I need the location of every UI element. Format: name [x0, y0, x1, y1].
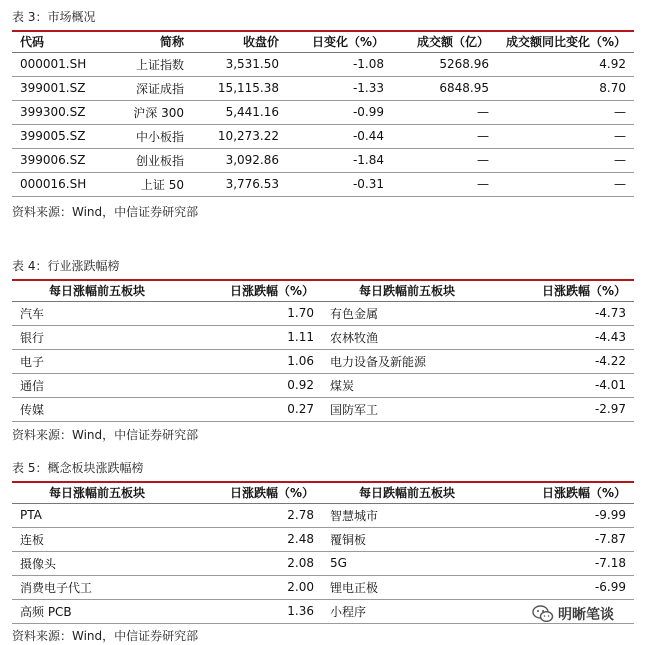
table-cell: 000001.SH — [12, 52, 112, 76]
col-header-name: 简称 — [112, 31, 192, 52]
table5-caption: 表 5：概念板块涨跌幅榜 — [12, 461, 144, 475]
table-row — [12, 349, 634, 373]
table-cell: 4.92 — [497, 52, 634, 76]
market-overview-table — [12, 30, 634, 197]
table-cell: 399005.SZ — [12, 124, 112, 148]
table-cell: -4.43 — [492, 325, 634, 349]
table-cell: 2.08 — [182, 551, 322, 575]
table-cell: -7.18 — [492, 551, 634, 575]
table-row — [12, 76, 634, 100]
table-cell: 汽车 — [12, 301, 182, 325]
table-cell: 399006.SZ — [12, 148, 112, 172]
table-cell: -4.01 — [492, 373, 634, 397]
table-cell: 10,273.22 — [192, 124, 287, 148]
table-cell: 银行 — [12, 325, 182, 349]
table-cell: 1.36 — [182, 599, 322, 623]
table-cell: -0.31 — [287, 172, 392, 196]
table-cell: 5,441.16 — [192, 100, 287, 124]
table-cell: 电子 — [12, 349, 182, 373]
table-cell: — — [497, 100, 634, 124]
table-cell: 399300.SZ — [12, 100, 112, 124]
table-cell: 上证 50 — [112, 172, 192, 196]
table-cell: -4.22 — [492, 349, 634, 373]
col-header-top-gainers: 每日涨幅前五板块 — [12, 482, 182, 503]
table-cell: -9.99 — [492, 503, 634, 527]
col-header-turnover: 成交额（亿） — [392, 31, 497, 52]
col-header-top-losers: 每日跌幅前五板块 — [322, 482, 492, 503]
table-cell: 3,776.53 — [192, 172, 287, 196]
table-row — [12, 397, 634, 421]
table-cell: 覆铜板 — [322, 527, 492, 551]
table-cell: -2.97 — [492, 397, 634, 421]
col-header-gain-pct: 日涨跌幅（%） — [182, 280, 322, 301]
industry-ranking-table — [12, 279, 634, 422]
wechat-icon — [532, 604, 554, 624]
table3-source: 资料来源：Wind，中信证券研究部 — [12, 205, 199, 219]
table-cell: 3,092.86 — [192, 148, 287, 172]
table-cell: 煤炭 — [322, 373, 492, 397]
table-cell: — — [392, 100, 497, 124]
col-header-loss-pct: 日涨跌幅（%） — [492, 482, 634, 503]
table-row — [12, 124, 634, 148]
table-header-row — [12, 482, 634, 503]
table-cell: 中小板指 — [112, 124, 192, 148]
table-cell: -7.87 — [492, 527, 634, 551]
table-cell: — — [497, 124, 634, 148]
table-cell: 电力设备及新能源 — [322, 349, 492, 373]
table-cell: 锂电正极 — [322, 575, 492, 599]
col-header-top-gainers: 每日涨幅前五板块 — [12, 280, 182, 301]
table-cell: 2.48 — [182, 527, 322, 551]
table-cell: 小程序 — [322, 599, 492, 623]
table-row — [12, 100, 634, 124]
table-cell: 1.11 — [182, 325, 322, 349]
table-cell: 000016.SH — [12, 172, 112, 196]
table-cell: 深证成指 — [112, 76, 192, 100]
table-cell: 5268.96 — [392, 52, 497, 76]
table-cell: 8.70 — [497, 76, 634, 100]
col-header-top-losers: 每日跌幅前五板块 — [322, 280, 492, 301]
table-cell: 智慧城市 — [322, 503, 492, 527]
col-header-code: 代码 — [12, 31, 112, 52]
table-cell: 1.70 — [182, 301, 322, 325]
table-cell: 上证指数 — [112, 52, 192, 76]
table-header-row — [12, 31, 634, 52]
table-cell: 1.06 — [182, 349, 322, 373]
table-cell: 沪深 300 — [112, 100, 192, 124]
table-cell: 国防军工 — [322, 397, 492, 421]
table-cell: 2.00 — [182, 575, 322, 599]
table-cell: 创业板指 — [112, 148, 192, 172]
watermark — [532, 603, 642, 625]
table4-caption: 表 4：行业涨跌幅榜 — [12, 259, 120, 273]
table-row — [12, 172, 634, 196]
table3-caption: 表 3：市场概况 — [12, 10, 96, 24]
table-cell: — — [497, 172, 634, 196]
table5-source: 资料来源：Wind，中信证券研究部 — [12, 629, 199, 643]
table-row — [12, 373, 634, 397]
table-cell: 传媒 — [12, 397, 182, 421]
table-cell: — — [392, 124, 497, 148]
col-header-loss-pct: 日涨跌幅（%） — [492, 280, 634, 301]
table4-source: 资料来源：Wind，中信证券研究部 — [12, 428, 199, 442]
col-header-turnover-yoy: 成交额同比变化（%） — [497, 31, 634, 52]
table-cell: 高频 PCB — [12, 599, 182, 623]
table-row — [12, 325, 634, 349]
table-row — [12, 301, 634, 325]
table-cell: -0.44 — [287, 124, 392, 148]
table-cell: 摄像头 — [12, 551, 182, 575]
col-header-daily-change: 日变化（%） — [287, 31, 392, 52]
table-header-row — [12, 280, 634, 301]
table-cell: PTA — [12, 503, 182, 527]
table-cell: 3,531.50 — [192, 52, 287, 76]
table-cell: 连板 — [12, 527, 182, 551]
table-cell: — — [497, 148, 634, 172]
table-cell: -4.73 — [492, 301, 634, 325]
table-cell: 消费电子代工 — [12, 575, 182, 599]
table-row — [12, 503, 634, 527]
table-cell: -1.08 — [287, 52, 392, 76]
watermark-text: 明晰笔谈 — [558, 607, 614, 623]
table-cell: 5G — [322, 551, 492, 575]
table-row — [12, 148, 634, 172]
table-cell: 15,115.38 — [192, 76, 287, 100]
table-cell: 399001.SZ — [12, 76, 112, 100]
table-cell: 农林牧渔 — [322, 325, 492, 349]
table-cell: -0.99 — [287, 100, 392, 124]
table-cell: 0.92 — [182, 373, 322, 397]
table-cell: -1.84 — [287, 148, 392, 172]
table-row — [12, 551, 634, 575]
table-cell: — — [392, 148, 497, 172]
table-cell: — — [392, 172, 497, 196]
table-cell: 2.78 — [182, 503, 322, 527]
table-row — [12, 527, 634, 551]
table-row — [12, 52, 634, 76]
table-row — [12, 575, 634, 599]
table-cell: 有色金属 — [322, 301, 492, 325]
col-header-close: 收盘价 — [192, 31, 287, 52]
table-cell: -6.99 — [492, 575, 634, 599]
col-header-gain-pct: 日涨跌幅（%） — [182, 482, 322, 503]
table-cell: 6848.95 — [392, 76, 497, 100]
table-cell: -1.33 — [287, 76, 392, 100]
table-cell: 通信 — [12, 373, 182, 397]
table-cell: 0.27 — [182, 397, 322, 421]
